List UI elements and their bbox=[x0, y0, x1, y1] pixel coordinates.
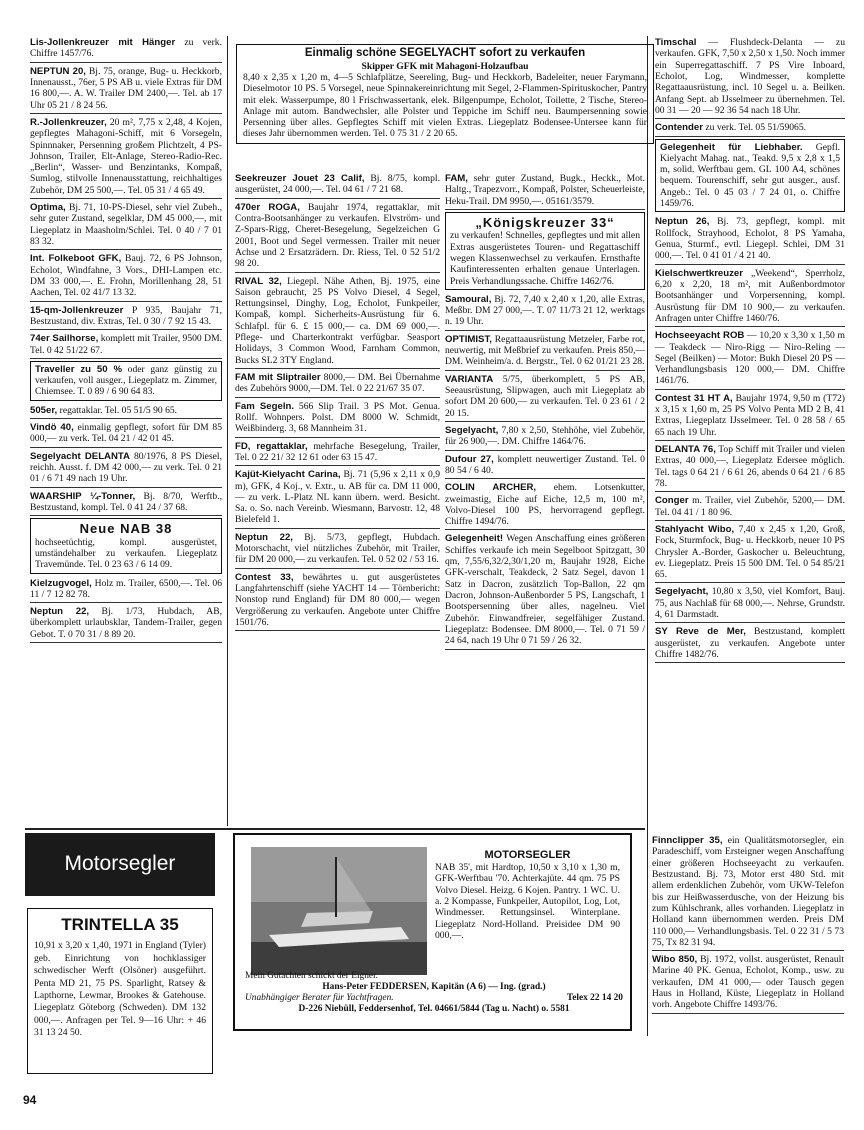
classified-ad bbox=[30, 605, 222, 643]
ad-heading: Traveller zu 50 % bbox=[35, 363, 123, 375]
column-1 bbox=[30, 36, 222, 645]
ad-body: ehem. Lotsenkutter, zweimastig, Eiche auf Eiche, 12,5 m, 100 m², Volvo-Diesel 100 PS, hervorragend gepflegt. Chiffre 1494/76. bbox=[445, 482, 645, 528]
classified-ad bbox=[235, 531, 440, 569]
classified-ad bbox=[652, 834, 844, 951]
ad-heading: Neptun 26, bbox=[655, 216, 710, 228]
top-ad-subheadline: Skipper GFK mit Mahagoni-Holzaufbau bbox=[361, 60, 529, 72]
nab-contact-line3: D-226 Niebüll, Feddersenhof, Tel. 04661/5844 (Tag u. Nacht) o. 5581 bbox=[298, 1004, 570, 1015]
ad-heading: Neptun 22, bbox=[30, 606, 90, 618]
ad-heading: WAARSHIP ¼-Tonner, bbox=[30, 490, 136, 502]
classified-ad bbox=[30, 65, 222, 114]
ad-body: Baujahr 1974, regattaklar, mit Contra-Bootsanhänger zu verkaufen. Elvström- und Z-Spars-Rigg, Cheret-Besegelung, Segelzeichen G 2001, Boot und Segel vermessen. Trailer mit neuer Achse und 2 Ersatzrädern. Dr. Riess, Tel. 0 52 51/2 98 20. bbox=[235, 201, 440, 270]
ad-heading: Segelyacht, bbox=[445, 424, 499, 436]
nab-contact-line2: Unabhängiger Berater für Yachtfragen. bbox=[245, 993, 394, 1004]
ad-heading: Gelegenheit für Liebhaber. bbox=[660, 141, 803, 153]
column-rule-2 bbox=[647, 36, 648, 1036]
ad-body: zu verk. Tel. 05 51/59065. bbox=[705, 122, 807, 134]
ad-heading: 470er ROGA, bbox=[235, 201, 300, 213]
ad-body: Wegen Anschaffung eines größeren Schiffes verkaufe ich mein Segelboot Spitzgatt, 30 qm, 7,55/6,32/2,30/1,20 m, Baujahr 1928, Eiche GFK-verschalt, Teakdeck, 2 Satz Segel, davon 1 Satz in Dacron, zusätzlich Top-Ballon, 22 qm Dacron, Johnson-Außenborder 5 PS, Langschaft, 1 Bootspersenning über alles, nagelneu. Viel Zubehör. Einwandfreier, segelfähiger Zustand. Liegeplatz: Bodensee. DM 8000,—. Tel. 0 71 59 / 24 64, nach 19 Uhr 0 71 59 / 26 32. bbox=[445, 533, 645, 647]
ad-heading: Segelyacht, bbox=[655, 586, 709, 598]
classified-ad bbox=[235, 571, 440, 632]
ad-body: zu verkaufen! Schnelles, gepflegtes und mit allen Extras ausgerüstetes Touren- und Regattaschiff wegen Klassenwechsel zu verkaufen. Ernsthafte Kaufinteressenten erhalten genaue Unterlagen. Preis Verhandlungssache. Chiffre 1462/76. bbox=[450, 230, 640, 287]
classified-ad bbox=[30, 490, 222, 517]
ad-heading: Kielzugvogel, bbox=[30, 577, 92, 589]
ad-heading: FD, regattaklar, bbox=[235, 440, 308, 452]
classified-ad bbox=[445, 424, 645, 451]
ad-body: 8000,— DM. Bei Übernahme des Zubehörs 9000,—DM. Tel. 0 22 21/67 35 07. bbox=[235, 372, 440, 395]
ad-heading: Conger bbox=[655, 495, 689, 507]
classified-ad bbox=[445, 212, 645, 290]
ad-body: Bauj. 72, 6 PS Johnson, Echolot, Windfahne, 3 Vors., DHI-Lampen etc. DM 33 000,—. E. Frohn, Morillenhang 28, 51 Aachen, Tel. 02 41/7 13 32. bbox=[30, 253, 222, 299]
ad-body: 566 Slip Trail. 3 PS Mot. Genua. Rollf. Wohnpers. Polst. DM 8000 W. Schmidt, Weißbinderg. 3, 68 Mannheim 31. bbox=[235, 400, 440, 435]
ad-heading: 74er Sailhorse, bbox=[30, 333, 99, 345]
classified-ad bbox=[30, 252, 222, 301]
ad-body: Regattaausrüstung Metzeler, Farbe rot, neuwertig, mit Meßbrief zu verkaufen. Preis 850,— DM. Weinheim/a. d. Bergstr., Tel. 0 62 01/21 23 28. bbox=[445, 333, 645, 368]
ad-body: 10,80 x 3,50, viel Komfort, Bauj. 75, aus Nachlaß für 68 000,—. Nehrse, Grundstr. 4, 61 Darmstadt. bbox=[655, 586, 845, 621]
classified-ad bbox=[655, 329, 845, 390]
classified-ad bbox=[30, 201, 222, 250]
ad-heading: Wibo 850, bbox=[652, 954, 698, 966]
ad-body: zu verk. Chiffre 1457/76. bbox=[30, 37, 222, 60]
ad-body: Bj. 5/73, gepflegt, Hubdach. Motorschacht, viel nützliches Zubehör, mit Trailer, für DM 20 000,— zu verkaufen. Tel. 0 52 02 / 53 16. bbox=[235, 531, 440, 566]
ad-body: komplett neuwertiger Zustand. Tel. 0 80 54 / 6 40. bbox=[445, 453, 645, 476]
classified-ad bbox=[655, 215, 845, 264]
motorsegler-banner: Motorsegler bbox=[25, 833, 215, 896]
classified-ad bbox=[235, 275, 440, 370]
section-rule bbox=[25, 828, 645, 830]
classified-ad bbox=[235, 400, 440, 438]
classified-ad bbox=[655, 625, 845, 663]
ad-body: bewährtes u. gut ausgerüstetes Langfahrtenschiff (siehe YACHT 14 — Törnbericht: Nonstop rund England) für DM 80 000,— wegen Vergrößerung zu verkaufen. Angebote unter Chiffre 1501/76. bbox=[235, 571, 440, 628]
ad-body: 80/1976, 8 PS Diesel, reichh. Ausst. f. DM 42 000,— zu verk. Tel. 0 21 01 / 6 71 49 nach 19 Uhr. bbox=[30, 450, 222, 485]
ad-heading: Contest 31 HT A, bbox=[655, 392, 733, 404]
top-boxed-ad bbox=[236, 44, 654, 144]
ad-heading: FAM, bbox=[445, 173, 468, 184]
ad-heading: Contender bbox=[655, 122, 703, 134]
ad-body: — Flushdeck-Delanta — zu verkaufen. GFK, 7,50 x 2,50 x 1,50. Noch immer ein Superregattaschiff. 7 PS Vire Inboard, Echolot, Log, Windmesser, komplette Regattaausrüstung, incl. 10 Segel u. a. Beilken. Anfang Sept. ab IJsselmeer zu übernehmen. Tel. 00 31 — 20 — 92 36 54 nach 18 Uhr. bbox=[655, 37, 845, 116]
classified-ad bbox=[655, 443, 845, 492]
classified-ad bbox=[655, 139, 845, 213]
classified-ad bbox=[655, 494, 845, 521]
ad-body: Bj. 1972, vollst. ausgerüstet, Renault Marine 40 PK. Genua, Echolot, Komp., usw. zu verkaufen, DM 41 000,— oder Tausch gegen Haus in Holland, Küste, Liegeplatz in Holland vorh. Angebote Chiffre 1493/76. bbox=[652, 954, 844, 1011]
classified-ad bbox=[30, 36, 222, 63]
nab-ad-footer bbox=[245, 971, 623, 1015]
classified-ad bbox=[30, 450, 222, 488]
classified-ad bbox=[652, 953, 844, 1014]
ad-heading: 15-qm-Jollenkreuzer bbox=[30, 304, 124, 316]
classified-ad bbox=[445, 333, 645, 371]
ad-body: — 10,20 x 3,30 x 1,50 m — Teakdeck — Niro-Rigg — Niro-Reling — Segel (Beilken) — Motor: Bukh Diesel 20 PS — Verhandlungsbasis 120 000,— DM. Chiffre 1461/76. bbox=[655, 330, 845, 387]
trintella-body: 10,91 x 3,20 x 1,40, 1971 in England (Tyler) geb. Einrichtung von hochklassiger schwedischer Werft (Olsöner) ausgeführt. Penta MD 21, 75 PS. Sparlight, Ratsey & Lapthorne, Lewmar, Brookes & Gatehouse. Liegeplatz Göteborg (Schweden). DM 132 000,—. Anfragen per Tel. 9—16 Uhr: + 46 31 13 24 50. bbox=[34, 940, 206, 1039]
ad-body: Bj. 75, orange, Bug- u. Heckkorb, Innenausst., 76er, 5 PS AB u. viele Extras für DM 16 800,—. A. W. Trailer DM 2400,—. Tel. ab 17 Uhr 05 21 / 8 24 56. bbox=[30, 65, 222, 111]
ad-body: Bj. 72, 7,40 x 2,40 x 1,20, alle Extras, Meßbr. DM 27 000,—. T. 07 11/73 21 12, werktags n. 19 Uhr. bbox=[445, 293, 645, 328]
classified-ad bbox=[235, 468, 440, 529]
ad-heading: SY Reve de Mer, bbox=[655, 626, 746, 638]
ad-body: Bj. 8/70, Werftb., Bestzustand, kompl. Tel. 0 41 24 / 37 68. bbox=[30, 490, 222, 513]
ad-heading: Neue NAB 38 bbox=[79, 521, 173, 537]
ad-heading: Kajüt-Kielyacht Carina, bbox=[235, 469, 341, 481]
ad-body: komplett mit Trailer, 9500 DM. Tel. 0 42 51/22 67. bbox=[30, 333, 222, 356]
classified-ad bbox=[235, 371, 440, 398]
column-rule-1 bbox=[227, 36, 228, 826]
nab-photo-caption: Mein Gutachten schickt der Eigner. bbox=[245, 971, 379, 981]
ad-heading: NEPTUN 20, bbox=[30, 65, 86, 77]
page-number: 94 bbox=[23, 1093, 37, 1107]
ad-body: 7,40 x 2,45 x 1,20, Groß, Fock, Sturmfock, Bug- u. Heckkorb, neuer 10 PS Chrysler A.-Border, Gaskocher u. Beleuchtung, ev. Liegeplatz. Preis 15 500 DM. Tel. 0 54 85/21 65. bbox=[655, 523, 845, 581]
ad-heading: Gelegenheit! bbox=[445, 533, 504, 545]
ad-body: Bj. 8/75, kompl. ausgerüstet, 24 000,—. Tel. 04 61 / 7 21 68. bbox=[235, 173, 440, 196]
ad-heading: R.-Jollenkreuzer, bbox=[30, 116, 107, 128]
ad-heading: OPTIMIST, bbox=[445, 333, 492, 345]
ad-heading: Seekreuzer Jouet 23 Calif, bbox=[235, 173, 365, 184]
classified-ad bbox=[445, 532, 645, 649]
ad-heading: Dufour 27, bbox=[445, 453, 494, 465]
ad-body: 5/75, überkomplett, 5 PS AB, Seeausrüstung, Slipwagen, auch mit Liegeplatz ab sofort DM 20 600,— zu verkaufen. Tel. 0 23 61 / 2 20 15. bbox=[445, 373, 645, 419]
column-2 bbox=[235, 172, 440, 633]
ad-heading: Vindö 40, bbox=[30, 422, 74, 434]
classified-ad bbox=[445, 373, 645, 422]
ad-heading: FAM mit Sliptrailer bbox=[235, 372, 321, 383]
ad-heading: Samoural, bbox=[445, 293, 492, 305]
trintella-ad bbox=[27, 908, 213, 1074]
ad-body: Bj. 71, 10-PS-Diesel, sehr viel Zubeh., sehr guter Zustand, segelklar, DM 45 000,—, mit Liegeplatz in Maasholm/Schlei. Tel. 0 40 / 7 01 83 32. bbox=[30, 202, 222, 247]
ad-body: einmalig gepflegt, sofort für DM 85 000,— zu verk. Tel. 04 21 / 42 01 45. bbox=[30, 422, 222, 445]
column-3 bbox=[445, 172, 645, 652]
nab-ad-text bbox=[435, 849, 620, 941]
ad-heading: COLIN ARCHER, bbox=[445, 482, 537, 494]
ad-body: Bj. 73, gepflegt, kompl. mit Rollfock, Strayhood, Echolot, 8 PS Yamaha, Genua, Sturmf., evtl. Liegepl. Schlei, DM 31 000,—. Tel. 0 41 01 / 4 21 40. bbox=[655, 216, 845, 262]
ad-body: sehr guter Zustand, Bugk., Heckk., Mot. Haltg., Trapezvorr., Kompaß, Polster, Scheuerleiste, Heku-Trail. DM 9950,—. 05161/3579. bbox=[445, 173, 645, 207]
ad-heading: DELANTA 76, bbox=[655, 444, 716, 455]
classified-ad bbox=[655, 523, 845, 584]
classified-ad bbox=[30, 421, 222, 448]
boat-photo-illustration bbox=[251, 847, 427, 975]
ad-body: Liegepl. Nähe Athen, Bj. 1975, eine Saison gebraucht, 25 PS Volvo Diesel, 4 Segel, Rettungsinsel, Dinghy, Log, Echolot, Funkpeiler, Kompaß, kompl. Sicherheits-Ausrüstung für 6. Schlafpl. für 6. £ 15 000,— ca. DM 69 000,—. Pflege- und Charterkontrakt verfügbar. Seasport Holidays, 3 Common Wood, Farnham Common, Bucks SL2 3TY England. bbox=[235, 275, 440, 366]
ad-heading: Timschal bbox=[655, 37, 697, 48]
top-ad-body: 8,40 x 2,35 x 1,20 m, 4—5 Schlafplätze, Seereling, Bug- und Heckkorb, Badeleiter, neuer Farymann, Dieselmotor 10 PS. 5 Vorsegel, neue Spinnakereinrichtung mit Segel, 2-Flammen-Spirituskocher, Pantry mit elek. Wasserpumpe, 80 l Frischwassertank, elek. Bilgenpumpe, Echolot, Toilette, 2 Tische, Stereo-Anlage mit autom. Bandwechsler, alle Polster und Teppiche im Schiff neu. Baumpersenning sowie Persenning über alles. Gepflegtes Schiff mit vielen Extras. Liegeplatz Bodensee-Untersee kann für dieses Jahr übernommen werden. Tel. 0 75 31 / 2 20 65. bbox=[243, 71, 647, 140]
classified-ad bbox=[445, 172, 645, 210]
ad-heading: Stahlyacht Wibo, bbox=[655, 523, 735, 535]
ad-heading: Lis-Jollenkreuzer mit Hänger bbox=[30, 37, 176, 48]
ad-body: mehrfache Besegelung, Trailer, Tel. 0 22 21/ 32 12 61 oder 63 15 47. bbox=[235, 440, 440, 463]
ad-body: m. Trailer, viel Zubehör, 5200,— DM. Tel. 04 41 / 1 80 96. bbox=[655, 495, 845, 518]
ad-body: hochseetüchtig, kompl. ausgerüstet, umständehalber zu verkaufen. Liegeplatz Travemünde. Tel. 0 23 63 / 6 14 09. bbox=[35, 536, 217, 571]
classified-ad bbox=[655, 585, 845, 623]
ad-heading: Contest 33, bbox=[235, 571, 294, 583]
column-4 bbox=[655, 36, 845, 665]
ad-heading: Neptun 22, bbox=[235, 531, 293, 543]
ad-body: 7,80 x 2,50, Stehhöhe, viel Zubehör, für 26 900,—. DM. Chiffre 1464/76. bbox=[445, 424, 645, 448]
classified-ad bbox=[30, 332, 222, 359]
ad-body: Baujahr 1974, 9,50 m (T72) x 3,15 x 1,60 m, 25 PS Volvo Penta MD 2 B, 41 Extras, Liegeplatz IJsselmeer. Tel. 0 28 58 / 65 65 nach 19 Uhr. bbox=[655, 392, 845, 438]
ad-heading: Finnclipper 35, bbox=[652, 835, 723, 846]
nab-contact-telex: Telex 22 14 20 bbox=[566, 993, 623, 1004]
classified-ad bbox=[445, 481, 645, 530]
classified-ad bbox=[655, 392, 845, 441]
classified-ad bbox=[655, 36, 845, 119]
classified-ad bbox=[445, 293, 645, 331]
ad-body: Top Schiff mit Trailer und vielen Extras, 40 000,—, Liegeplatz Edersee möglich. Tel. tags 0 64 21 / 6 61 26, abends 0 64 21 / 6 85 78. bbox=[655, 444, 845, 489]
ad-heading: Fam Segeln. bbox=[235, 400, 295, 412]
classified-ad bbox=[30, 116, 222, 199]
ad-heading: RIVAL 32, bbox=[235, 275, 282, 287]
ad-heading: Hochseeyacht ROB bbox=[655, 330, 745, 342]
nab-contact-line1: Hans-Peter FEDDERSEN, Kapitän (A 6) — Ing. (grad.) bbox=[322, 982, 546, 993]
ad-body: „Weekend“, Sperrholz, 6,20 x 2,20, 18 m², mit Außenbordmotor Bootsanhänger und Vorpersenning, kompl. Ausrüstung für DM 10 900,— zu verkaufen. Anfragen unter Chiffre 1460/76. bbox=[655, 267, 845, 324]
classified-ad bbox=[30, 577, 222, 604]
classified-ad bbox=[445, 453, 645, 480]
classified-ad bbox=[235, 172, 440, 199]
ad-heading: VARIANTA bbox=[445, 373, 494, 385]
column-4-lower bbox=[652, 834, 844, 1016]
top-ad-headline: Einmalig schöne SEGELYACHT sofort zu verkaufen bbox=[304, 47, 586, 59]
ad-body: P 935, Baujahr 71, Bestzustand, div. Extras, Tel. 0 30 / 7 92 15 43. bbox=[30, 304, 222, 327]
classified-ad bbox=[30, 361, 222, 401]
ad-body: Bj. 1/73, Hubdach, AB, überkomplett urlaubsklar, Tandem-Trailer, gegen Gebot. T. 0 70 31 / 8 89 20. bbox=[30, 606, 222, 640]
ad-heading: „Königskreuzer 33“ bbox=[475, 214, 615, 230]
classified-ad bbox=[655, 121, 845, 136]
ad-body: oder ganz günstig zu verkaufen, voll ausger., Liegeplatz m. Zimmer, Chiemsee. T. 0 89 / 6 90 64 83. bbox=[35, 363, 217, 398]
ad-heading: Int. Folkeboot GFK, bbox=[30, 253, 122, 265]
ad-heading: Segelyacht DELANTA bbox=[30, 450, 130, 462]
ad-body: Bj. 71 (5,96 x 2,11 x 0,9 m), GFK, 4 Koj., v. Extr., u. AB für ca. DM 11 000,— zu verk. L-Platz NL kann übern. werd. Besicht. Sa. o. So. nach Vereinb. Wiesmann, Barvostr. 12, 48 Bielefeld 1. bbox=[235, 469, 440, 526]
ad-body: Gepfl. Kielyacht Mahag. nat., Teakd. 9,5 x 2,8 x 1,5 m, solid. Werftbau gem. GL 100 A4, schönes bequem. Tourenschiff, sehr gut ausger., ausf. Angeb.: Tel. 0 45 03 / 7 24 01, o. Chiffre 1459/76. bbox=[660, 141, 841, 210]
classified-ad bbox=[30, 518, 222, 573]
ad-body: 20 m², 7,75 x 2,48, 4 Kojen, gepflegtes Mahagoni-Schiff, mit 6 Vorsegeln, Spinnnaker, Persenning großem Plichtzelt, 4 PS-Johnson, Trailer, Elt-Anlage, Stereo-Radio-Rec. „Berlin“, Wasser- und Benzintanks, Kompaß, Sumlog, stilvolle Innenausstattung, reichhaltiges Zubehör, DM 25 500,—. Tel. 05 31 / 4 65 49. bbox=[30, 116, 222, 196]
ad-body: regattaklar. Tel. 05 51/5 90 65. bbox=[59, 404, 178, 416]
classified-ad bbox=[30, 404, 222, 419]
classified-ad bbox=[235, 440, 440, 467]
boat-photo bbox=[251, 847, 427, 975]
classified-ad bbox=[235, 201, 440, 273]
nab-ad-title: MOTORSEGLER bbox=[484, 849, 571, 861]
ad-heading: 505er, bbox=[30, 404, 58, 416]
ad-body: Holz m. Trailer, 6500,—. Tel. 06 11 / 7 12 82 78. bbox=[30, 577, 222, 600]
classified-ad bbox=[30, 304, 222, 331]
ad-body: ein Qualitätsmotorsegler, ein Paradeschiff, vom Ersteigner wegen Anschaffung einer größeren Hochseeyacht zu verkaufen. Bestzustand. Bj. 73, Motor erst 480 Std. mit allem erdenklichen Zubehör, vom UKW-Telefon bis zur Heißwasserdusche, von der Heizung bis zum Kühlschrank, alles vorhanden. Liegeplatz in Holland kann übernommen werden. Preis DM 110 000,— Verhandlungsbasis. Tel. 0 22 31 / 5 73 75, Tx 82 31 94. bbox=[652, 835, 844, 948]
ad-heading: Optima, bbox=[30, 202, 66, 214]
nab-ad-body: NAB 35', mit Hardtop, 10,50 x 3,10 x 1,30 m, GFK-Werftbau '70. Achterkajüte. 44 qm. 75 PS Volvo Diesel. Heizg. 6 Kojen. Pantry. 1 WC. U. a. 2 Kompasse, Funkpeiler, Autopilot, Log, Lot, Windmesser. Rettungsinsel. Winterplane. Liegeplatz Nord-Holland. Preisidee DM 90 000,—. bbox=[435, 861, 620, 941]
trintella-title: TRINTELLA 35 bbox=[61, 915, 179, 934]
ad-heading: Kielschwertkreuzer bbox=[655, 267, 743, 279]
ad-body: Bestzustand, komplett ausgerüstet, zu verkaufen. Angebote unter Chiffre 1482/76. bbox=[655, 626, 845, 660]
classified-ad bbox=[655, 267, 845, 328]
nab-motorsegler-ad bbox=[233, 833, 632, 1031]
